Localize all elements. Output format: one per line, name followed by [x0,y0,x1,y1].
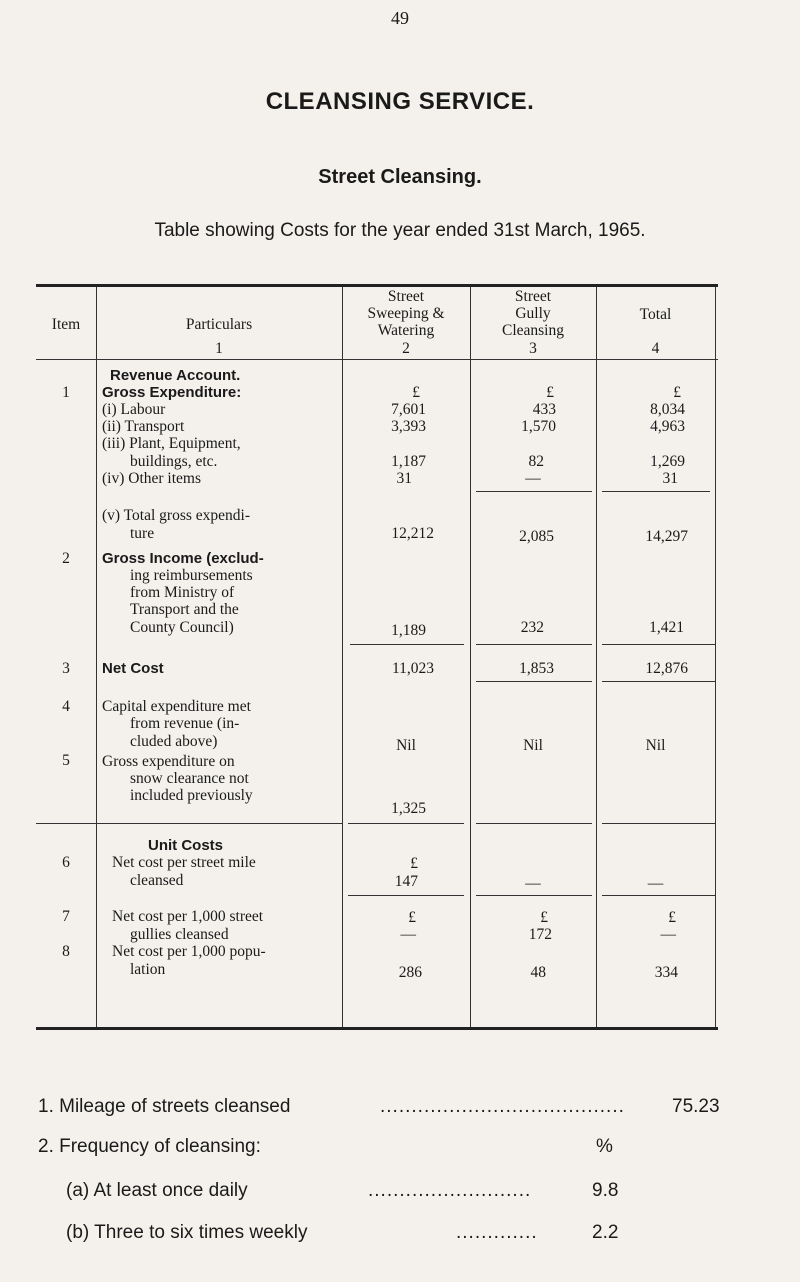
cell-value: 4,963 [650,418,685,435]
currency-symbol: £ [673,384,681,401]
cell-value: — [660,926,676,943]
net-cost-text: Net Cost [102,660,164,677]
header-col2-num: 2 [402,340,410,357]
dot-leader: ....................................... [380,1096,625,1117]
currency-symbol: £ [410,855,418,872]
column-divider [715,287,716,1027]
row-rule [476,895,592,896]
row-label: Gross expenditure on [102,753,235,770]
row-label: Capital expenditure met [102,698,251,715]
cell-value: Nil [523,737,543,754]
cell-value: 14,297 [645,528,688,545]
cell-value: 433 [532,401,556,418]
gross-expenditure-heading: Gross Expenditure: [102,384,242,401]
frequency-label: 2. Frequency of cleansing: [38,1136,261,1157]
row-rule [602,895,715,896]
row-label: snow clearance not [130,770,249,787]
cell-value: 1,570 [521,418,556,435]
subtotal-rule [602,644,715,645]
header-item: Item [51,316,81,333]
row-label [102,661,164,677]
cost-table [36,284,718,1030]
header-col3-line2: Gully [515,305,551,322]
row-label: cleansed [130,872,184,889]
row-label: lation [130,961,166,978]
subtotal-rule [476,644,592,645]
cell-value: — [525,875,541,892]
daily-label: (a) At least once daily [66,1180,248,1201]
dot-leader: ............. [456,1222,538,1243]
row-label: ing reimbursements [130,567,253,584]
dot-leader: .......................... [368,1180,532,1201]
cell-value: — [647,875,664,892]
subtotal-rule [476,491,592,492]
header-col2-line2: Sweeping & [367,305,445,322]
cell-value: 12,212 [391,525,434,542]
currency-symbol: £ [412,384,420,401]
cell-value: 31 [396,470,412,487]
row-label: buildings, etc. [130,453,218,470]
cell-value: 232 [520,619,544,636]
currency-symbol: £ [668,909,676,926]
row-label: Net cost per 1,000 street [112,908,264,925]
cell-value: 172 [528,926,552,943]
row-rule [476,681,592,682]
row-label [102,551,264,567]
row-label: from Ministry of [130,584,235,601]
page-title: CLEANSING SERVICE. [265,88,535,115]
header-col2-line3: Watering [377,322,435,339]
header-col3-line1: Street [514,288,552,305]
cell-value: 82 [528,453,544,470]
section-rule [36,823,342,824]
subtotal-rule [602,491,710,492]
row-label: County Council) [130,619,234,636]
header-rule [36,359,718,360]
subtotal-rule [350,644,464,645]
weekly-value: 2.2 [592,1222,619,1243]
cell-value: Nil [645,737,666,754]
row-label: (iii) Plant, Equipment, [102,435,241,452]
cell-value: 31 [662,470,678,487]
cell-value: 1,189 [391,622,426,639]
row-label: from revenue (in- [130,715,240,732]
currency-symbol: £ [540,909,548,926]
header-total: Total [639,306,672,323]
currency-symbol: £ [408,909,416,926]
item-number: 3 [62,660,70,677]
table-caption: Table showing Costs for the year ended 31st March, 1965. [154,220,646,241]
row-label: included previously [130,787,253,804]
row-label: ture [130,525,155,542]
header-particulars: Particulars [185,316,253,333]
unit-costs-heading: Unit Costs [148,837,223,854]
cell-value: 7,601 [391,401,426,418]
item-number: 1 [62,384,70,401]
section-subtitle: Street Cleansing. [318,166,482,188]
column-divider [96,287,97,1027]
cell-value: 3,393 [391,418,426,435]
mileage-value: 75.23 [672,1096,720,1117]
row-label: (v) Total gross expendi- [102,507,250,524]
item-number: 5 [62,752,70,769]
cell-value: 147 [394,873,418,890]
daily-value: 9.8 [592,1180,619,1201]
percent-symbol: % [596,1136,613,1157]
cell-value: 334 [654,964,678,981]
item-number: 2 [62,550,70,567]
header-col3-line3: Cleansing [502,322,564,339]
item-number: 6 [62,854,70,871]
item-number: 7 [62,908,70,925]
revenue-account-heading: Revenue Account. [110,367,241,384]
row-label: cluded above) [130,733,218,750]
cell-value: 1,421 [649,619,684,636]
mileage-label: 1. Mileage of streets cleansed [38,1096,291,1117]
item-number: 4 [62,698,70,715]
cell-value: 2,085 [519,528,554,545]
cell-value: 1,853 [519,660,554,677]
cell-value: Nil [396,737,416,754]
row-label: gullies cleansed [130,926,229,943]
row-label: (ii) Transport [102,418,185,435]
section-rule [602,823,715,824]
weekly-label: (b) Three to six times weekly [66,1222,308,1243]
cell-value: — [525,470,541,487]
header-col2-line1: Street [387,288,425,305]
cell-value: 8,034 [650,401,685,418]
section-rule [348,823,464,824]
cell-value: 1,187 [391,453,426,470]
row-rule [602,681,715,682]
cell-value: 12,876 [645,660,688,677]
cell-value: 48 [530,964,546,981]
page-number: 49 [391,8,409,28]
row-rule [348,895,464,896]
header-total-num: 4 [651,340,660,357]
row-label: (iv) Other items [102,470,202,487]
row-label: Transport and the [130,601,239,618]
row-label: Net cost per street mile [112,854,256,871]
cell-value: — [400,926,416,943]
currency-symbol: £ [546,384,554,401]
header-col3-num: 3 [529,340,537,357]
header-particulars-num: 1 [215,340,223,357]
cell-value: 1,325 [391,800,426,817]
gross-income-text: Gross Income (exclud- [102,550,264,567]
cell-value: 1,269 [650,453,685,470]
cell-value: 11,023 [391,660,434,677]
row-label: Net cost per 1,000 popu- [112,943,266,960]
item-number: 8 [62,943,70,960]
cell-value: 286 [398,964,422,981]
row-label: (i) Labour [102,401,166,418]
section-rule [476,823,592,824]
